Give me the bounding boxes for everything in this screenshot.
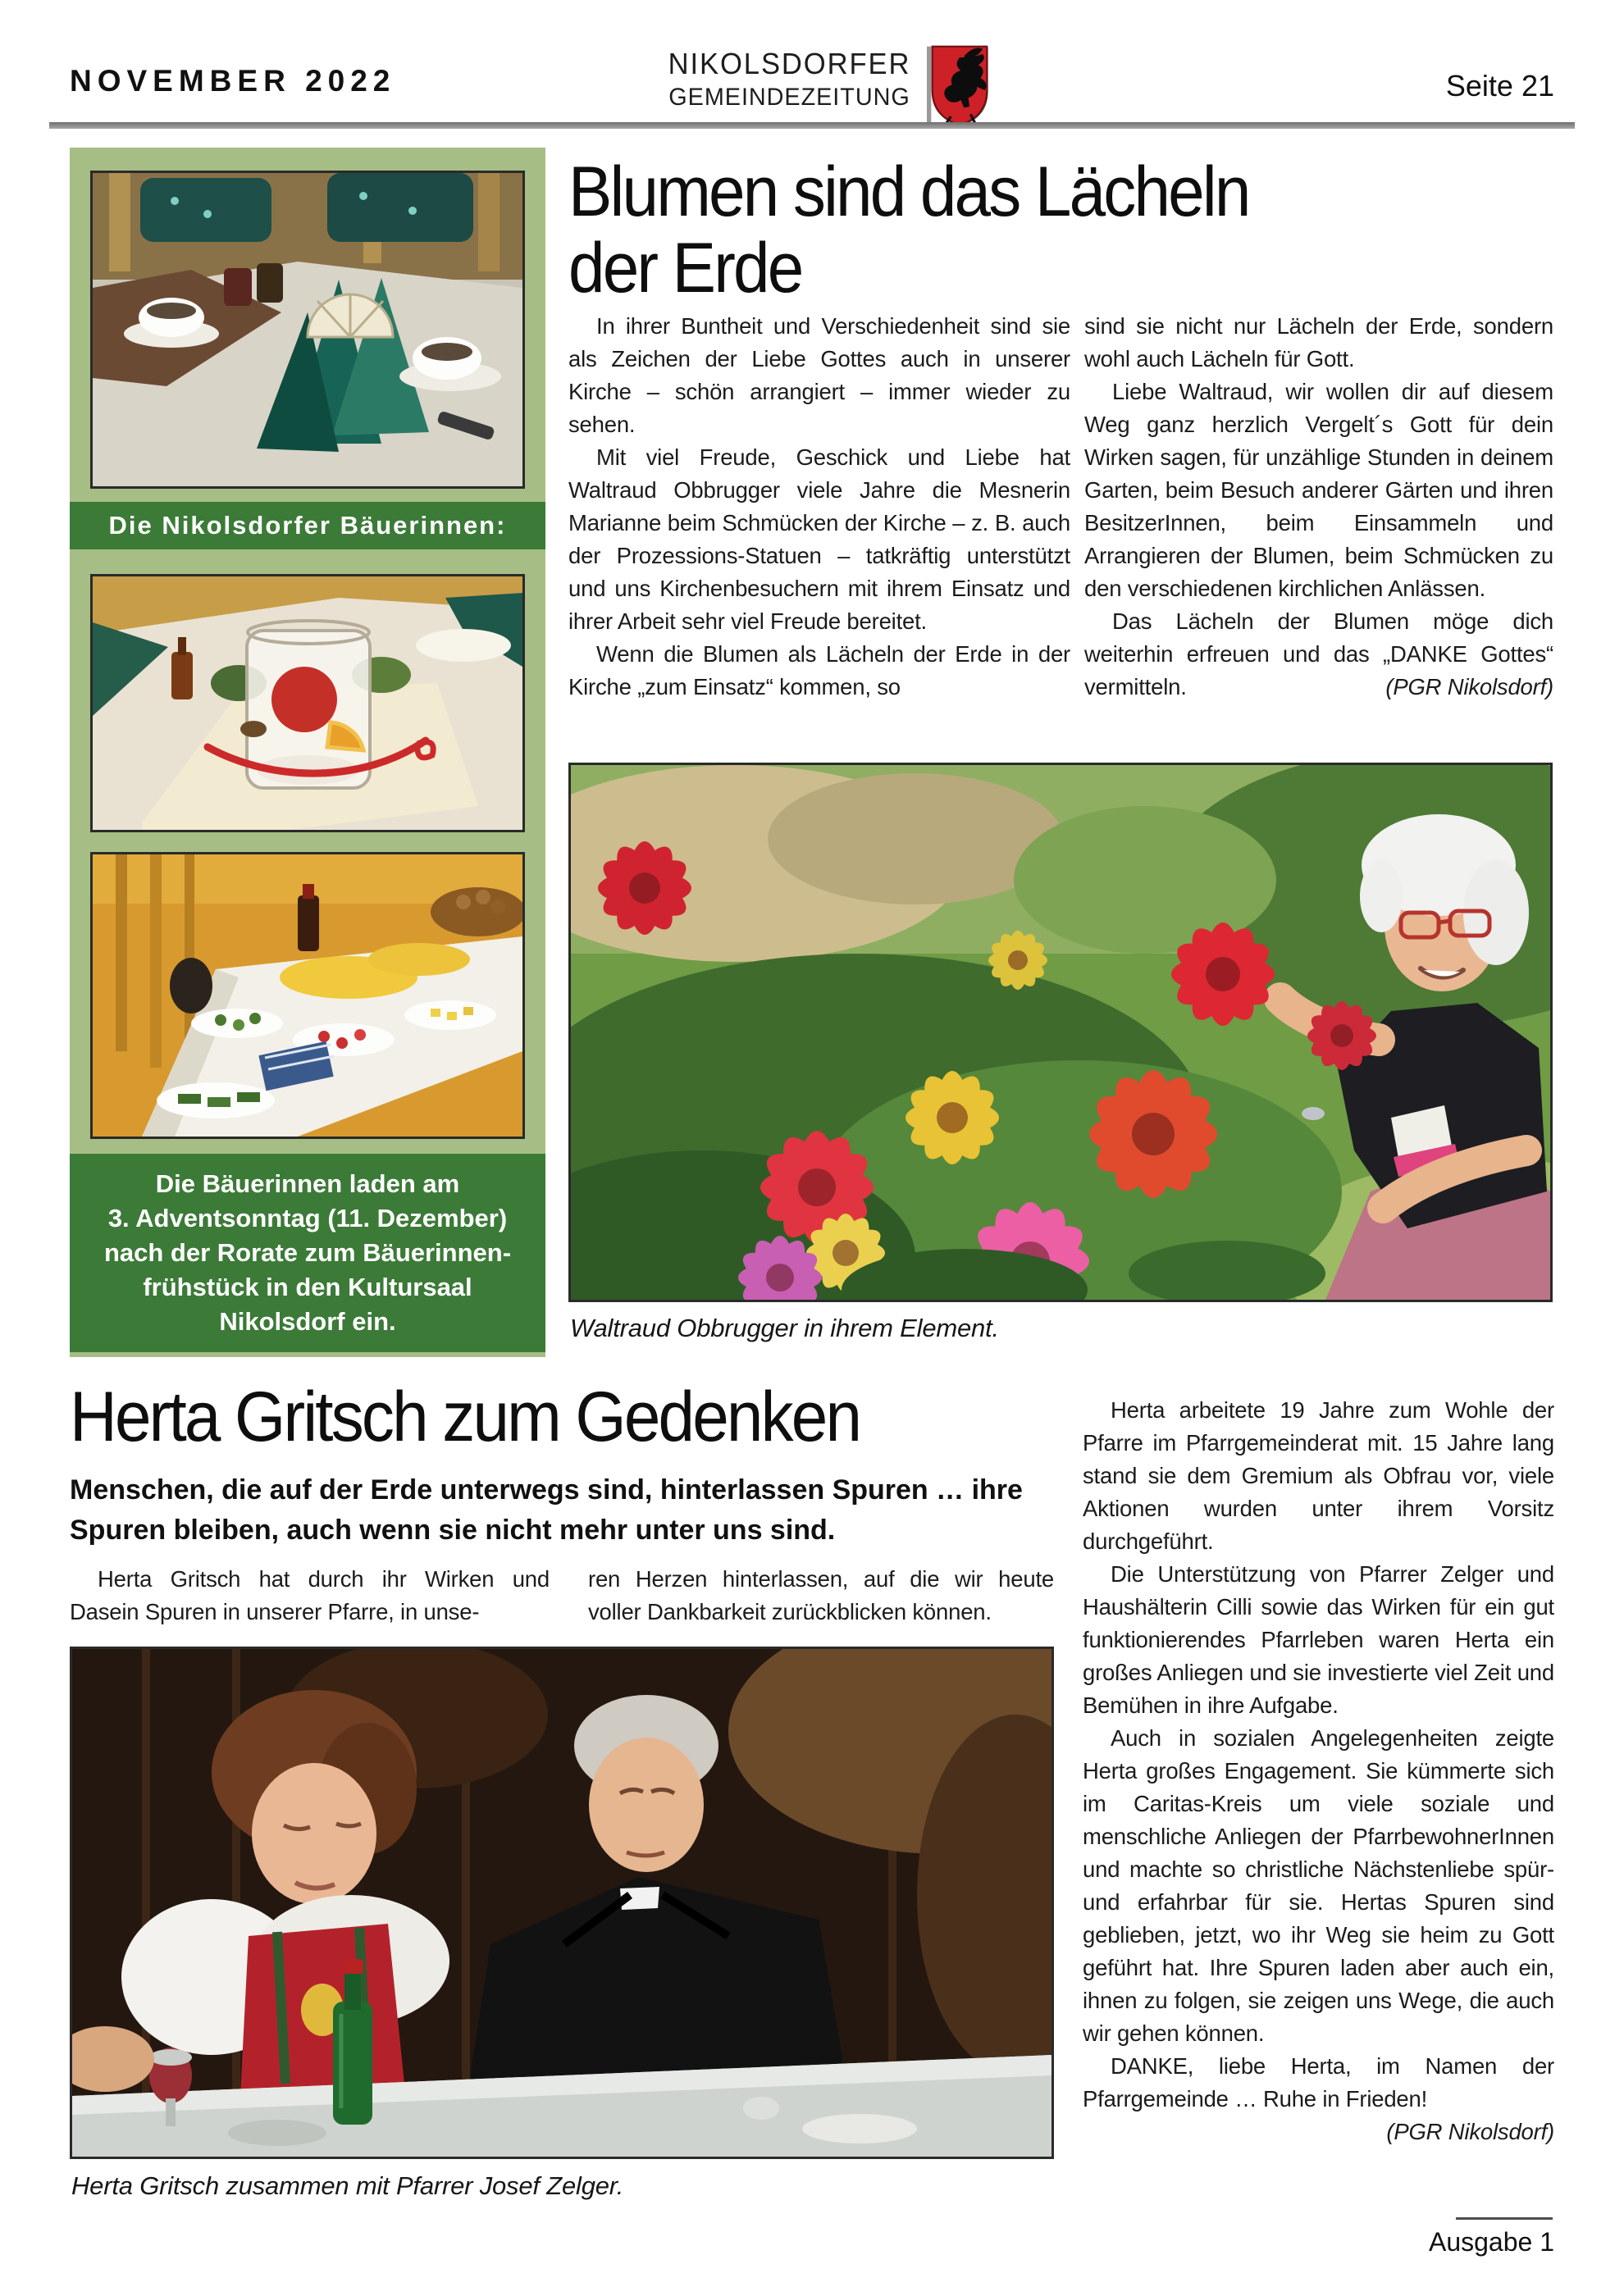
invitation-line: Die Bäuerinnen laden am <box>155 1169 460 1198</box>
panel-banner: Die Nikolsdorfer Bäuerinnen: <box>70 502 545 549</box>
paragraph: Wenn die Blumen als Lächeln der Erde in der Kirche „zum Einsatz“ kommen, so <box>568 641 1070 699</box>
page-number: Seite 21 <box>1445 69 1554 102</box>
article2-intro: Menschen, die auf der Erde unterwegs sind, hinterlassen Spuren … ihre Spuren bleiben, auch wenn sie nicht mehr unter uns sind. <box>70 1474 1023 1546</box>
article1-headline-line2: der Erde <box>568 229 802 308</box>
article2-column2 <box>588 1563 1054 1629</box>
photo-herta-and-priest <box>70 1647 1054 2159</box>
article2-headline: Herta Gritsch zum Gedenken <box>70 1378 860 1456</box>
invitation-line: 3. Adventsonntag (11. Dezember) <box>107 1204 508 1232</box>
paragraph: Das Lächeln der Blumen möge dich weiterhin erfreuen und das „DANKE Gottes“ vermitteln. (PGR Nikolsdorf) <box>1084 605 1553 704</box>
photo-buffet-table <box>90 852 525 1139</box>
photo-waltraud-garden <box>568 763 1553 1302</box>
issue-date: NOVEMBER 2022 <box>70 64 396 98</box>
paragraph: DANKE, liebe Herta, im Namen der Pfarrgemeinde … Ruhe in Frieden! <box>1083 2053 1554 2112</box>
masthead-line1: NIKOLSDORFER <box>668 47 911 80</box>
garden-illustration <box>571 765 1550 1300</box>
masthead <box>652 46 927 113</box>
jar-illustration <box>93 576 522 830</box>
paragraph: Liebe Waltraud, wir wollen dir auf diesem Weg ganz herzlich Vergelt´s Gott für dein Wirken sagen, für unzählige Stunden in deinem Garten, beim Besuch anderer Gärten und ihren BesitzerInnen, beim Einsammeln und Arrangieren der Blumen, beim Schmücken zu den verschiedenen kirchlichen Anlässen. <box>1084 379 1553 601</box>
article2-byline: (PGR Nikolsdorf) <box>1386 2119 1554 2144</box>
paragraph: ren Herzen hinterlassen, auf die wir heute voller Dankbarkeit zurückblicken können. <box>588 1566 1054 1624</box>
article1-column1 <box>568 310 1070 704</box>
paragraph: Herta Gritsch hat durch ihr Wirken und Dasein Spuren in unserer Pfarre, in unse- <box>70 1566 550 1624</box>
paragraph: In ihrer Buntheit und Verschiedenheit sind sie als Zeichen der Liebe Gottes auch in unserer Kirche – schön arrangiert – immer wieder zu sehen. <box>568 313 1070 437</box>
invitation-line: Nikolsdorf ein. <box>219 1307 396 1336</box>
issue-label: Ausgabe 1 <box>1428 2227 1554 2257</box>
paragraph: Die Unterstützung von Pfarrer Zelger und Haushälterin Cilli sowie das Wirken für ein gut funktionierendes Pfarrleben waren Herta ein großes Anliegen und sie investierte viel Zeit und Bemühen in ihre Aufgabe. <box>1083 1561 1554 1718</box>
invitation-box <box>70 1154 545 1352</box>
paragraph: Herta arbeitete 19 Jahre zum Wohle der Pfarre im Pfarrgemeinderat mit. 15 Jahre lang stand sie dem Gremium als Obfrau vor, viele Aktionen wurden unter ihrem Vorsitz durchgeführt. <box>1083 1397 1554 1554</box>
article1-photo-caption: Waltraud Obbrugger in ihrem Element. <box>570 1314 999 1342</box>
article1-headline-line1: Blumen sind das Lächeln <box>568 153 1249 231</box>
invitation-line: frühstück in den Kultursaal <box>143 1273 472 1301</box>
article1-column2 <box>1084 310 1553 704</box>
paragraph: Mit viel Freude, Geschick und Liebe hat Waltraud Obbrugger viele Jahre die Mesnerin Marianne beim Schmücken der Kirche – z. B. auch der Prozessions-Statuen – tatkräftig unterstützt und uns Kirchenbesuchern mit ihrem Einsatz und ihrer Arbeit sehr viel Freude bereitet. <box>568 444 1070 634</box>
invitation-line: nach der Rorate zum Bäuerinnen- <box>103 1238 512 1267</box>
masthead-line2: GEMEINDEZEITUNG <box>668 84 910 111</box>
article2-right-column <box>1083 1394 1554 2148</box>
table-setting-illustration <box>93 173 522 486</box>
photo-table-setting <box>90 171 525 489</box>
paragraph: Auch in sozialen Angelegenheiten zeigte Herta großes Engagement. Sie kümmerte sich im Caritas-Kreis um viele soziale und menschliche Anliegen der PfarrbewohnerInnen und machte so christliche Nächstenliebe spür- und erfahrbar für sie. Hertas Spuren sind geblieben, jetzt, wo ihr Weg sie heim zu Gott geführt hat. Ihre Spuren laden aber auch ein, ihnen zu folgen, sie zeigen uns Wege, die auch wir gehen können. <box>1083 1725 1554 2046</box>
paragraph: sind sie nicht nur Lächeln der Erde, sondern wohl auch Lächeln für Gott. <box>1084 313 1553 371</box>
header-rule <box>49 122 1575 129</box>
buffet-illustration <box>93 854 522 1137</box>
photo-decorated-jar <box>90 574 525 832</box>
article1-byline: (PGR Nikolsdorf) <box>1385 674 1553 699</box>
article2-column1 <box>70 1563 550 1629</box>
coat-of-arms-icon <box>927 44 992 131</box>
herta-illustration <box>72 1649 1051 2157</box>
article1-headline <box>568 154 1249 307</box>
footer-rule <box>1456 2217 1553 2220</box>
article2-photo-caption: Herta Gritsch zusammen mit Pfarrer Josef Zelger. <box>71 2171 624 2200</box>
